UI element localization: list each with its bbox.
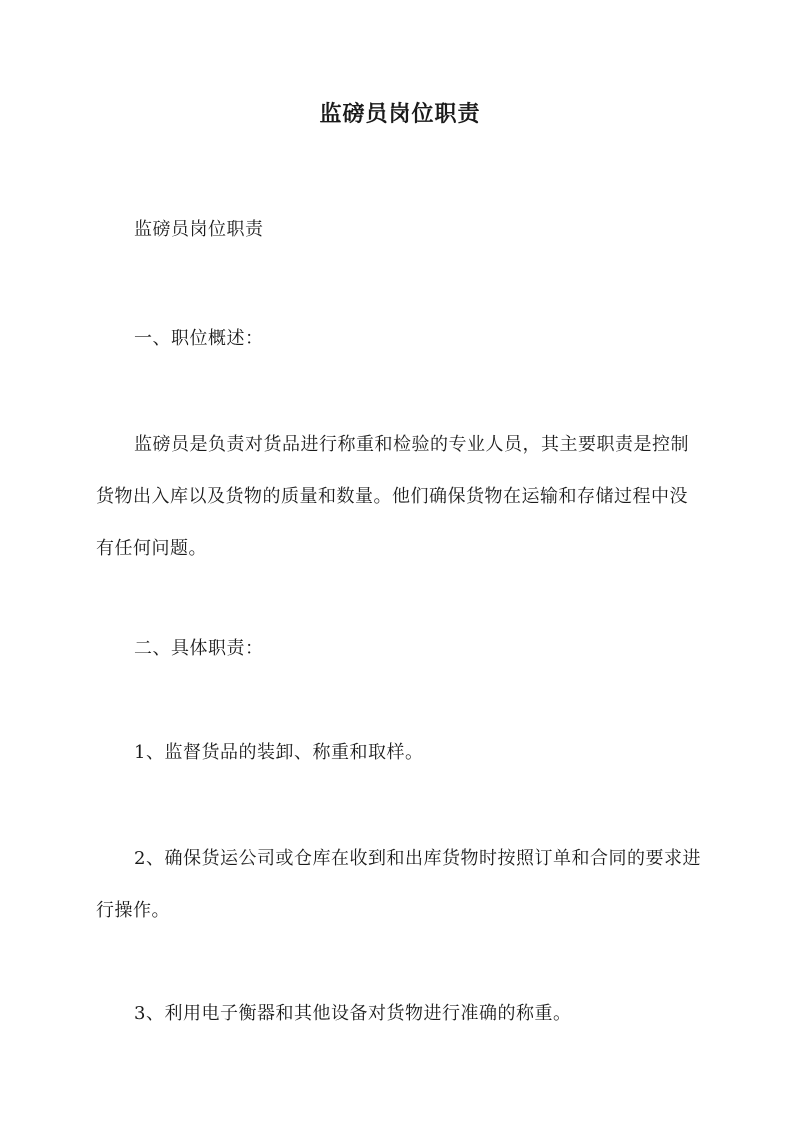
overview-paragraph: 监磅员是负责对货品进行称重和检验的专业人员，其主要职责是控制货物出入库以及货物的质量和数量。他们确保货物在运输和存储过程中没有任何问题。 bbox=[96, 434, 689, 559]
section-heading-duties: 二、具体职责： bbox=[134, 638, 264, 659]
duty-item: 2、确保货运公司或仓库在收到和出库货物时按照订单和合同的要求进行操作。 bbox=[96, 848, 701, 921]
duty-item: 3、利用电子衡器和其他设备对货物进行准确的称重。 bbox=[134, 1003, 572, 1024]
document-subtitle: 监磅员岗位职责 bbox=[134, 219, 264, 240]
document-title: 监磅员岗位职责 bbox=[319, 101, 481, 127]
section-heading-overview: 一、职位概述： bbox=[134, 328, 264, 349]
duty-item: 1、监督货品的装卸、称重和取样。 bbox=[134, 742, 424, 763]
